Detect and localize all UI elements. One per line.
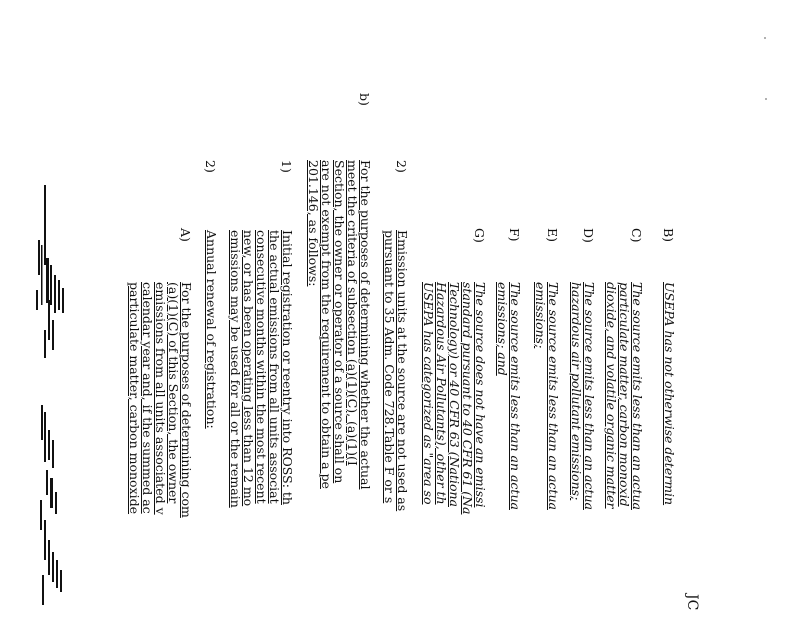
page-header-fragment: JC	[684, 594, 700, 611]
para-b-label: b)	[357, 93, 372, 106]
para-b-line: meet the criteria of subsection (a)(1)(C), (a)(1)(I	[345, 160, 360, 466]
item-e-label: E)	[545, 228, 560, 243]
item-d-line: The source emits less than an actua	[582, 282, 597, 510]
sub-a-line: (a)(1)(C) of this Section, the owner	[166, 282, 181, 504]
para-b-line: For the purposes of determining whether the actual	[358, 160, 373, 490]
item-g-line: Technology) or 40 CFR 63 (Nationa	[447, 282, 462, 507]
sub-2-label: 2)	[203, 160, 218, 173]
item-d-line: hazardous air pollutant emissions;	[569, 282, 584, 501]
item-c-line: particulate matter, carbon monoxid	[617, 282, 632, 507]
sub-1-line: emissions may be used for all or the remain	[228, 230, 243, 508]
item-e-line: The source emits less than an actua	[546, 282, 561, 510]
sub-a-line: For the purposes of determining com	[179, 282, 194, 518]
item-g-line: USEPA has categorized as "area so	[421, 282, 436, 505]
sub-a-line: calendar year and, if the summed ac	[140, 282, 155, 514]
item-d-label: D)	[581, 228, 596, 243]
item-f-line: The source emits less than an actua	[508, 282, 523, 510]
para-b-line: 201.146, as follows:	[306, 160, 321, 287]
item-c-line: dioxide, and volatile organic matter	[604, 282, 619, 509]
sub-1-line: consecutive months within the most recent	[254, 230, 269, 504]
margin-mark-group-lower	[40, 405, 62, 605]
item-g-line: Hazardous Air Pollutants), other th	[434, 282, 449, 505]
para-b-line: Section, the owner or operator of a source shall on	[332, 160, 347, 484]
item-2-label: 2)	[394, 160, 409, 173]
item-2-line: Emission units at the source are not used as	[395, 230, 410, 512]
sub-1-label: 1)	[279, 160, 294, 173]
sub-a-label: A)	[178, 228, 193, 242]
sub-a-line: emissions from all units associated v	[153, 282, 168, 515]
item-g-line: The source does not have an emissi	[473, 282, 488, 508]
item-b-line: USEPA has not otherwise determin	[662, 282, 677, 506]
item-c-label: C)	[629, 228, 644, 243]
margin-mark-group-upper	[36, 185, 64, 358]
item-e-line: emissions;	[533, 282, 548, 349]
item-b-label: B)	[661, 228, 676, 243]
sub-a-line: particulate matter, carbon monoxide	[127, 282, 142, 515]
sub-1-line: the actual emissions from all units associat	[267, 230, 282, 504]
sub-2-line: Annual renewal of registration:	[204, 230, 219, 429]
sub-1-line: Initial registration or reentry into ROSS: th	[280, 230, 295, 505]
item-c-line: The source emits less than an actua	[630, 282, 645, 510]
item-f-line: emissions; and	[495, 282, 510, 376]
item-f-label: F)	[507, 228, 522, 242]
item-2-line: pursuant to 35 Adm. Code 728.Table F or s	[382, 230, 397, 504]
item-g-line: standard pursuant to 40 CFR 61 (Na	[460, 282, 475, 515]
sub-1-line: new, or has been operating less than 12 mo	[241, 230, 256, 507]
para-b-line: are not exempt from the requirement to obtain a pe	[319, 160, 334, 489]
item-g-label: G)	[472, 228, 487, 243]
